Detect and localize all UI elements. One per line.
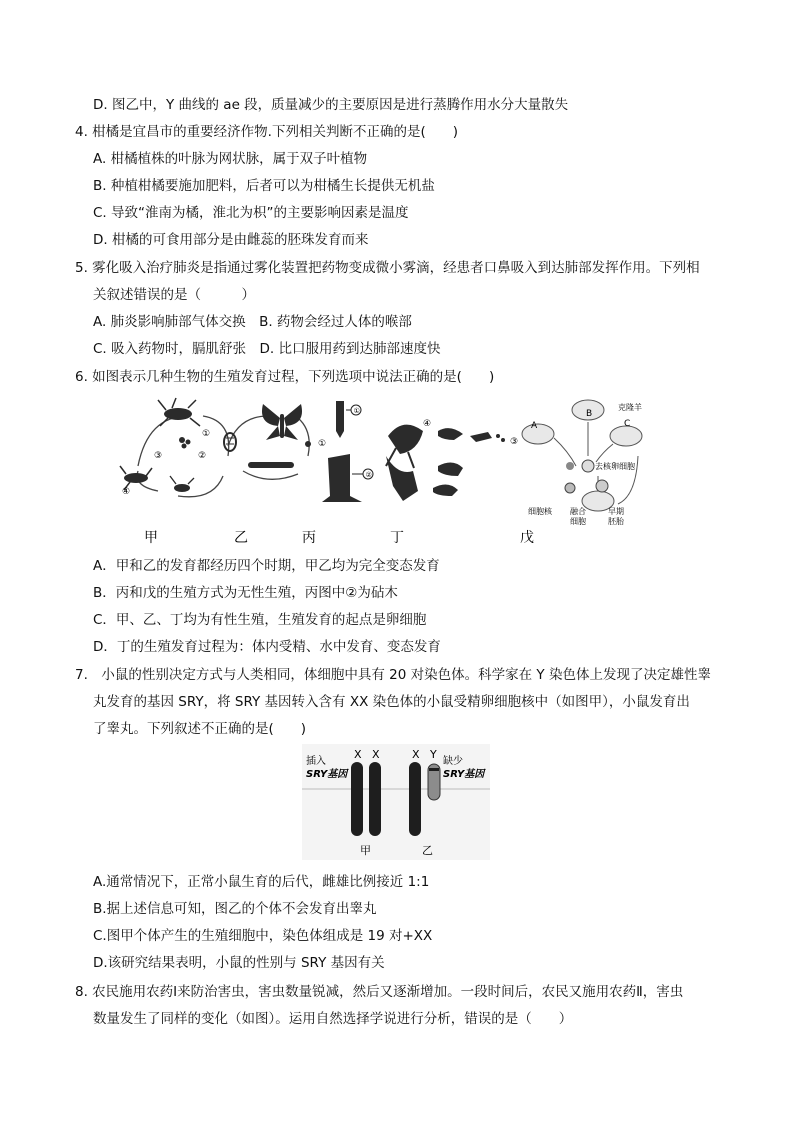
fig-x1-label: X: [354, 748, 362, 761]
fig-label-wu: 戊: [520, 530, 534, 546]
fig-wu-embryo-label2: 胚胎: [608, 517, 624, 526]
q7-stem-line3: 了睾丸。下列叙述不正确的是( ): [93, 721, 307, 737]
fig-jia-insect-cycle: [120, 398, 229, 497]
q8-stem-line1: 8. 农民施用农药Ⅰ来防治害虫，害虫数量锐减，然后又逐渐增加。一段时间后，农民又施用农药Ⅱ，害虫: [75, 984, 684, 1000]
fig-x3-label: X: [412, 748, 420, 761]
fig-jia-num2: ②: [198, 451, 207, 461]
fig-bing-num1: ①: [353, 407, 360, 415]
q7-option-a: A.通常情况下，正常小鼠生育的后代，雌雄比例接近 1:1: [93, 874, 430, 890]
q7-option-d: D.该研究结果表明，小鼠的性别与 SRY 基因有关: [93, 955, 385, 971]
fig-wu-enucleated-egg-label: 去核卵细胞: [595, 462, 635, 471]
q7-stem-line1: 7. 小鼠的性别决定方式与人类相同，体细胞中具有 20 对染色体。科学家在 Y 染色体上发现了决定雄性睾: [75, 667, 711, 683]
fig-wu-a: A: [531, 421, 538, 431]
q3-option-d: D. 图乙中，Y 曲线的 ae 段，质量减少的主要原因是进行蒸腾作用水分大量散失: [93, 97, 569, 113]
fig-bing-grafting: [322, 401, 373, 502]
fig-wu-clone-sheep-label: 克隆羊: [618, 403, 642, 412]
fig-wu-fused-label: 融合: [570, 507, 586, 516]
q4-option-d: D. 柑橘的可食用部分是由雌蕊的胚珠发育而来: [93, 232, 369, 248]
q4-option-b: B. 种植柑橘要施加肥料，后者可以为柑橘生长提供无机盐: [93, 178, 435, 194]
fig-label-jia: 甲: [144, 530, 158, 546]
fig-wu-embryo-label: 早期: [608, 507, 624, 516]
fig-wu-nucleus-label: 细胞核: [528, 507, 552, 516]
fig-yi-butterfly-cycle: [224, 404, 326, 479]
q5-options-cd: C. 吸入药物时，膈肌舒张 D. 比口服用药到达肺部速度快: [93, 341, 441, 357]
q4-option-a: A. 柑橘植株的叶脉为网状脉，属于双子叶植物: [93, 151, 368, 167]
fig-x2-label: X: [372, 748, 380, 761]
fig-ding-num4: ④: [423, 419, 432, 429]
fig-ding-frog-cycle: [386, 419, 518, 501]
q4-stem: 4. 柑橘是宜昌市的重要经济作物.下列相关判断不正确的是( ): [75, 124, 458, 140]
fig-jia-num3: ③: [154, 451, 163, 461]
q4-option-c: C. 导致“淮南为橘，淮北为枳”的主要影响因素是温度: [93, 205, 409, 221]
q6-option-a: A．甲和乙的发育都经历四个时期，甲乙均为完全变态发育: [93, 558, 440, 574]
fig-bing-num2: ②: [365, 471, 372, 479]
q7-stem-line2: 丸发育的基因 SRY，将 SRY 基因转入含有 XX 染色体的小鼠受精卵细胞核中（如图甲），小鼠发育出: [93, 694, 690, 710]
q7-option-b: B.据上述信息可知，图乙的个体不会发育出睾丸: [93, 901, 377, 917]
fig-jia-num4: ④: [122, 487, 131, 497]
fig-jia-num1: ①: [202, 429, 211, 439]
fig-label-yi: 乙: [422, 844, 433, 857]
fig-wu-b: B: [586, 409, 593, 419]
q7-chromosome-figure: [302, 744, 490, 860]
q6-option-d: D．丁的生殖发育过程为：体内受精、水中发育、变态发育: [93, 639, 441, 655]
fig-insert-sry-label: SRY基因: [306, 769, 348, 780]
fig-wu-c: C: [624, 419, 631, 429]
fig-yi-num1: ①: [318, 439, 327, 449]
fig-wu-cloning: [522, 400, 642, 526]
fig-label-yi: 乙: [234, 530, 248, 546]
fig-y-label: Y: [430, 748, 437, 761]
q6-option-c: C．甲、乙、丁均为有性生殖，生殖发育的起点是卵细胞: [93, 612, 427, 628]
q6-figure: [118, 396, 673, 556]
q7-option-c: C.图甲个体产生的生殖细胞中，染色体组成是 19 对+XX: [93, 928, 433, 944]
fig-lack-sry-label: SRY基因: [443, 769, 485, 780]
chromosome-x-jia-2: [369, 762, 381, 836]
q5-options-ab: A. 肺炎影响肺部气体交换 B. 药物会经过人体的喉部: [93, 314, 412, 330]
q8-stem-line2: 数量发生了同样的变化（如图）。运用自然选择学说进行分析，错误的是（ ）: [93, 1011, 573, 1027]
fig-label-jia: 甲: [360, 844, 371, 857]
fig-ding-num3: ③: [510, 437, 519, 447]
q5-stem-line1: 5. 雾化吸入治疗肺炎是指通过雾化装置把药物变成微小雾滴，经患者口鼻吸入到达肺部发挥作用。下列相: [75, 260, 700, 276]
fig-label-ding: 丁: [390, 530, 404, 546]
fig-label-bing: 丙: [302, 530, 316, 546]
chromosome-x-jia-1: [351, 762, 363, 836]
q5-stem-line2: 关叙述错误的是（ ）: [93, 287, 255, 303]
fig-insert-label: 插入: [306, 756, 326, 767]
fig-lack-label: 缺少: [443, 756, 463, 767]
fig-wu-fused-label2: 细胞: [570, 517, 586, 526]
q6-stem: 6. 如图表示几种生物的生殖发育过程，下列选项中说法正确的是( ): [75, 369, 495, 385]
chromosome-x-yi: [409, 762, 421, 836]
q6-option-b: B．丙和戊的生殖方式为无性生殖，丙图中②为砧木: [93, 585, 398, 601]
